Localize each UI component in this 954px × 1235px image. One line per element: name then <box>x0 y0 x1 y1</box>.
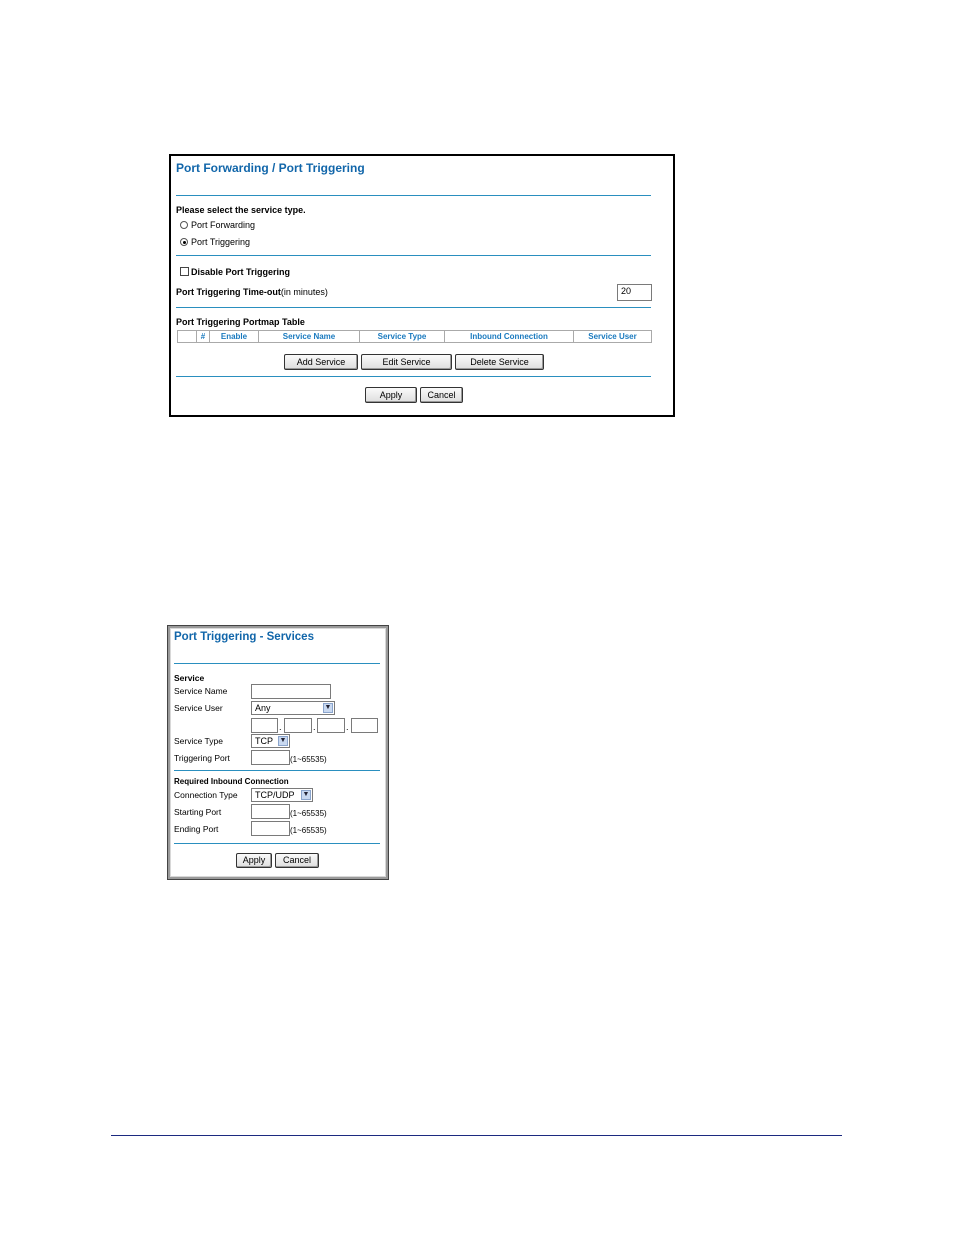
port-triggering-services-panel <box>167 625 389 880</box>
chevron-down-icon: ▼ <box>302 791 310 798</box>
triggering-port-range-hint: (1~65535) <box>290 755 327 764</box>
table-header-service-name: Service Name <box>259 331 360 343</box>
divider <box>174 843 380 844</box>
connection-type-value: TCP/UDP <box>255 790 295 800</box>
divider <box>176 376 651 377</box>
service-user-value: Any <box>255 703 271 713</box>
page-footer-rule <box>111 1135 842 1136</box>
radio-port-triggering[interactable] <box>180 238 188 246</box>
portmap-table-title: Port Triggering Portmap Table <box>176 317 305 327</box>
timeout-label-units: (in minutes) <box>280 287 328 297</box>
divider <box>176 307 651 308</box>
delete-service-button[interactable]: Delete Service <box>455 354 544 370</box>
service-type-label: Service Type <box>174 736 223 746</box>
disable-port-triggering-label: Disable Port Triggering <box>191 267 291 277</box>
starting-port-label: Starting Port <box>174 807 222 817</box>
service-name-label: Service Name <box>174 686 228 696</box>
port-forwarding-panel <box>169 154 675 417</box>
starting-port-input[interactable] <box>251 804 290 819</box>
table-header-inbound-connection: Inbound Connection <box>445 331 574 343</box>
ending-port-input[interactable] <box>251 821 290 836</box>
divider <box>176 255 651 256</box>
service-type-select[interactable] <box>251 734 290 748</box>
ending-port-range-hint: (1~65535) <box>290 826 327 835</box>
table-header-service-type: Service Type <box>360 331 445 343</box>
ip-dot: . <box>346 722 349 732</box>
ip-octet-2-input[interactable] <box>284 718 312 733</box>
divider <box>174 770 380 771</box>
ending-port-label: Ending Port <box>174 824 219 834</box>
services-title: Port Triggering - Services <box>174 631 314 643</box>
chevron-down-icon: ▼ <box>324 704 332 711</box>
disable-port-triggering-checkbox[interactable] <box>180 267 189 276</box>
starting-port-range-hint: (1~65535) <box>290 809 327 818</box>
service-name-input[interactable] <box>251 684 331 699</box>
connection-type-label: Connection Type <box>174 790 238 800</box>
required-inbound-heading: Required Inbound Connection <box>174 777 289 786</box>
divider <box>176 195 651 196</box>
radio-port-triggering-label: Port Triggering <box>191 237 251 247</box>
services-cancel-button[interactable]: Cancel <box>275 853 319 868</box>
radio-port-forwarding[interactable] <box>180 221 188 229</box>
service-section-heading: Service <box>174 673 205 683</box>
page-title: Port Forwarding / Port Triggering <box>176 161 365 175</box>
triggering-port-input[interactable] <box>251 750 290 765</box>
service-type-prompt: Please select the service type. <box>176 205 306 215</box>
service-user-select[interactable] <box>251 701 335 715</box>
timeout-label <box>176 287 328 297</box>
services-apply-button[interactable]: Apply <box>236 853 272 868</box>
ip-dot: . <box>313 722 316 732</box>
ip-dot: . <box>279 722 282 732</box>
radio-port-forwarding-label: Port Forwarding <box>191 220 256 230</box>
add-service-button[interactable]: Add Service <box>284 354 358 370</box>
portmap-table <box>177 330 652 343</box>
table-header-service-user: Service User <box>574 331 652 343</box>
apply-button[interactable]: Apply <box>365 387 417 403</box>
ip-octet-4-input[interactable] <box>351 718 378 733</box>
ip-octet-1-input[interactable] <box>251 718 278 733</box>
divider <box>174 663 380 664</box>
table-header-enable: Enable <box>210 331 259 343</box>
triggering-port-label: Triggering Port <box>174 753 230 763</box>
timeout-input[interactable]: 20 <box>617 284 652 301</box>
connection-type-select[interactable] <box>251 788 313 802</box>
service-user-label: Service User <box>174 703 223 713</box>
timeout-label-main: Port Triggering Time-out <box>176 287 281 297</box>
edit-service-button[interactable]: Edit Service <box>361 354 452 370</box>
table-header-select <box>178 331 197 343</box>
table-header-number: # <box>197 331 210 343</box>
table-header-row <box>178 331 652 343</box>
cancel-button[interactable]: Cancel <box>420 387 463 403</box>
service-type-value: TCP <box>255 736 273 746</box>
chevron-down-icon: ▼ <box>279 737 287 744</box>
ip-octet-3-input[interactable] <box>317 718 345 733</box>
